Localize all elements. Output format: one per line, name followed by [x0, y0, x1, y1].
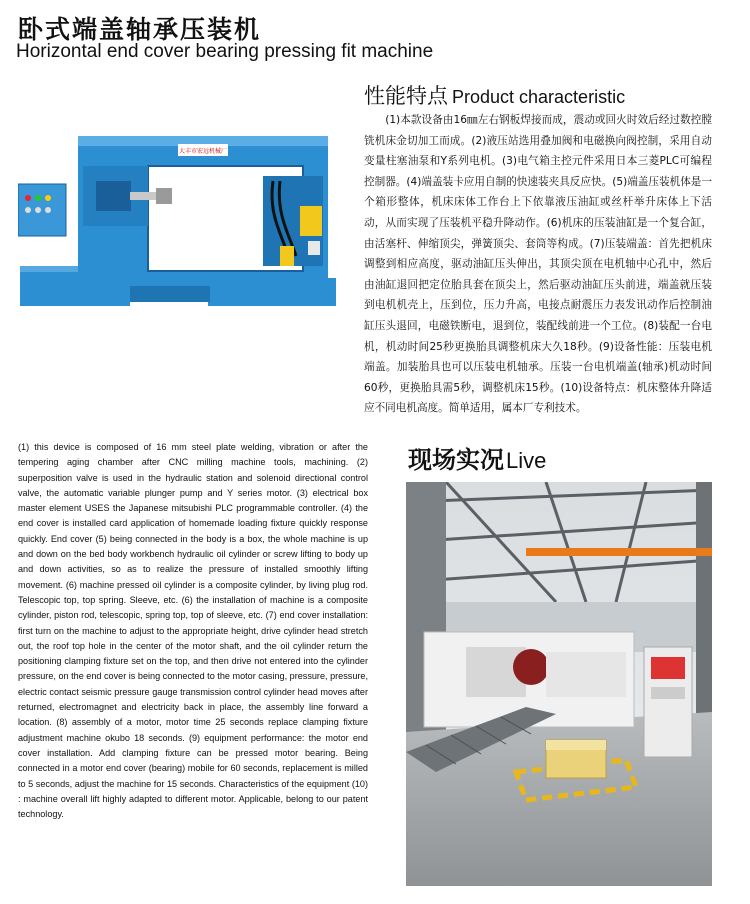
live-heading-cn: 现场实况	[408, 446, 504, 474]
live-heading	[408, 440, 546, 475]
live-heading-en: Live	[506, 448, 547, 473]
heading-cn: 性能特点	[364, 84, 448, 108]
description-cn: (1)本款设备由16㎜左右钢板焊接而成，震动或回火时效后经过数控膛铣机床金切加工而成。(2)液压站选用叠加阀和电磁换向阀控制，采用自动变量柱塞油泵和Y系列电机。(3)电气箱主控元件采用日本三菱PLC可编程控制器。(4)端盖装卡应用自制的快速装夹具反应快。(5)端盖压装机体是一个箱形整体，机床床体工作台上下依靠液压油缸或丝杆举升床体上下活动，从而实现了压装机平稳升降动作。(6)机床的压装油缸是一个复合缸，由活塞杆、伸缩顶尖，弹簧顶尖、套筒等构成。(7)压装端盖：首先把机床调整到相应高度，驱动油缸压头伸出，其顶尖顶在电机轴中心孔中，然后由油缸退回把定位胎具套在顶尖上，然后驱动油缸压头前进，端盖就压装到电机机壳上，压到位，压力升高，电接点耐震压力表发讯动作后控制油缸压头退回，电磁铁断电，退到位，装配线前进一个工位。(8)装配一台电机，机动时间25秒更换胎具调整机床大久18秒。(9)设备性能：压装电机端盖。加装胎具也可以压装电机轴承。压装一台电机端盖(轴承)机动时间60秒，更换胎具需5秒，调整机床15秒。(10)设备特点：机床整体升降适应不同电机高度。简单适用，属本厂专利技术。	[364, 114, 712, 415]
page-title-cn: 卧式端盖轴承压装机	[18, 15, 262, 44]
heading-en: Product characteristic	[452, 87, 626, 107]
page-title-en: Horizontal end cover bearing pressing fit machine	[16, 41, 434, 62]
machine-photo	[18, 106, 348, 316]
machine-label: 大丰市宏远机械厂	[178, 148, 228, 155]
product-characteristic-heading	[364, 80, 625, 110]
description-en: (1) this device is composed of 16 mm steel plate welding, vibration or after the tempering aging chamber after CNC milling machine tools, machining. (2) superposition valve is used in the hydraulic station and solenoid directional control valve, the automatic variable plunger pump and Y series motor. (3) electrical box master element USES the Japanese mitsubishi PLC programmable controller. (4) the end cover is installed card application of homemade loading fixture quickly response quickly. End cover (5) being connected in the body is a box, the whole machine is up and down on the bed body workbench hydraulic oil cylinder or screw lifting to body up and down activities, so as to realize the pressure of installed smoothly lifting movement. (6) machine pressed oil cylinder is a composite cylinder, by living plug rod. Telescopic top, top spring. Sleeve, etc. (6) the installation of machine is a composite cylinder, piston rod, telescopic, spring top, top of sleeve, etc. (7) end cover installation: first turn on the machine to adjust to the appropriate height, drive cylinder head stretch out, the roof top hole in the center of the motor shaft, and the oil cylinder return the positioning clamping fixture set on the top, and then drive not entered into the cylinder pressure, on the end cover is being connected to the motor casing, pressure, pressure, electric contact seismic pressure gauge transmission control cylinder head moves after returned, electromagnet and electricity back in place, the assembly line forward a location. (8) assembly of a motor, motor time 25 seconds replace clamping fixture adjustment machine okubo 18 seconds. (9) equipment performance: the motor end cover installation. Add clamping fixture can be pressed motor bearing. Being connected in a motor end cover (bearing) mobile for 60 seconds, replacement is milled to 5 seconds, adjust the machine for 15 seconds. Characteristics of the equipment (10) : machine overall lift highly adapted to different motor. Applicable, belong to our patent technology.	[18, 442, 368, 820]
live-factory-photo	[406, 482, 712, 886]
